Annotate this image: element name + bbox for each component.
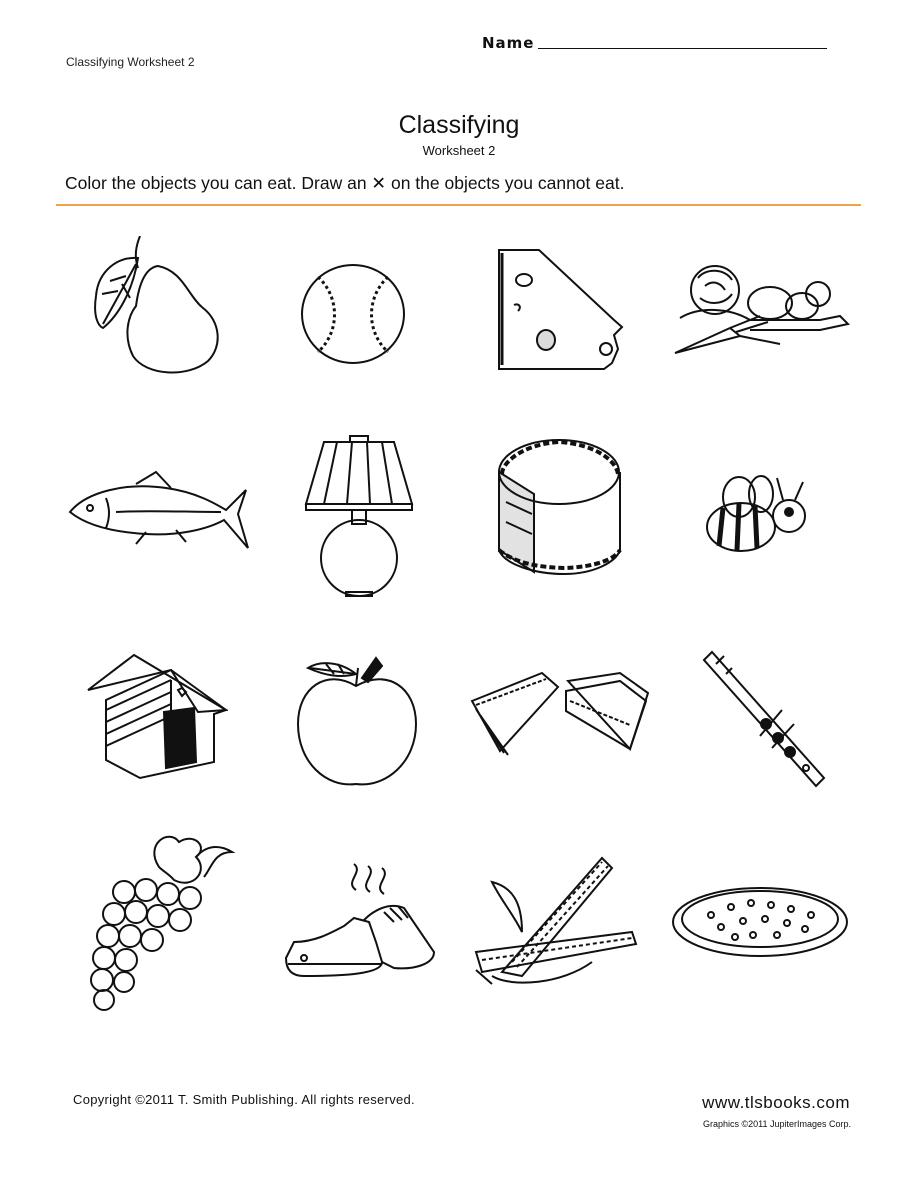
vegetables-icon[interactable] [670,258,855,360]
pizza-icon[interactable] [671,885,849,959]
website-link[interactable]: www.tlsbooks.com [702,1093,850,1112]
instructions-text-after: on the objects you cannot eat. [386,173,625,193]
copyright-notice: Copyright ©2011 T. Smith Publishing. All rights reserved. [73,1092,415,1107]
grapes-icon[interactable] [84,832,236,1012]
cake-icon[interactable] [494,432,624,582]
instructions-text-before: Color the objects you can eat. Draw an [65,173,372,193]
fish-icon[interactable] [66,470,251,552]
page-subtitle: Worksheet 2 [422,143,496,158]
baseball-icon[interactable] [300,262,406,366]
x-mark-icon: ✕ [371,174,387,194]
cheese-icon[interactable] [494,245,624,372]
lamp-icon[interactable] [302,432,417,598]
corn-icon[interactable] [472,852,642,992]
name-label: Name [482,34,535,52]
divider-rule [56,204,861,206]
name-field-line[interactable] [538,48,827,49]
graphics-credit: Graphics ©2011 JupiterImages Corp. [702,1119,851,1129]
pear-icon[interactable] [88,236,228,381]
flute-icon[interactable] [702,650,826,788]
sandwich-icon[interactable] [470,671,650,757]
sneakers-icon[interactable] [284,862,436,980]
worksheet-header: Classifying Worksheet 2 [66,55,195,69]
bee-icon[interactable] [705,472,807,557]
instructions [65,173,624,194]
page-title: Classifying [398,111,520,139]
doghouse-icon[interactable] [86,650,228,780]
apple-icon[interactable] [296,654,420,790]
